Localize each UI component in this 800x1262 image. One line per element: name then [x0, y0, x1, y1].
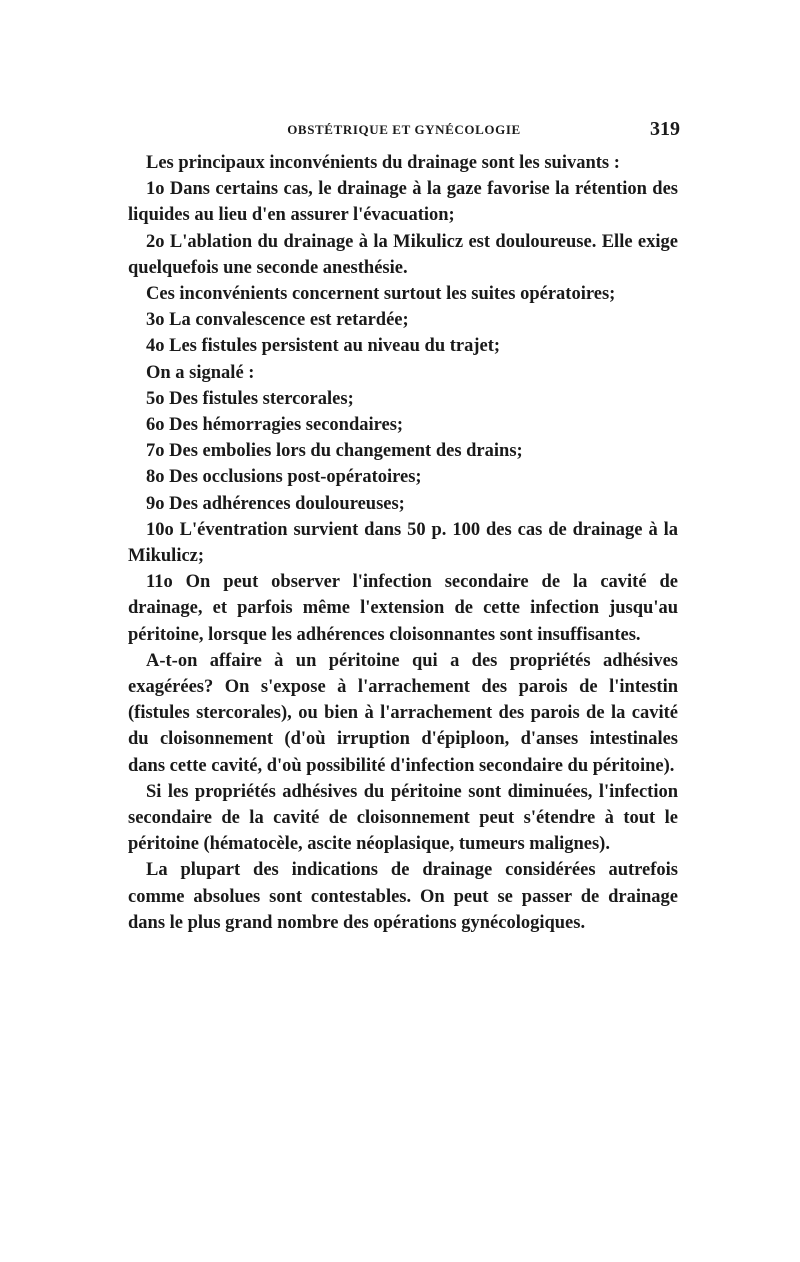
body-text	[128, 150, 678, 936]
paragraph: 3o La convalescence est retardée;	[146, 310, 409, 331]
paragraph: 4o Les fistules persistent au niveau du trajet;	[146, 336, 501, 357]
paragraph: Si les propriétés adhésives du péritoine sont diminuées, l'infection secondaire de la cavité de cloisonnement peut s'étendre à tout le péritoine (hématocèle, ascite néoplasique, tumeurs malignes).	[128, 781, 678, 855]
paragraph: 5o Des fistules stercorales;	[146, 388, 354, 409]
paragraph: 10o L'éventration survient dans 50 p. 100 des cas de drainage à la Mikulicz;	[128, 519, 678, 567]
paragraph: A-t-on affaire à un péritoine qui a des propriétés adhésives exagérées? On s'expose à l'arrachement des parois de l'intestin (fistules stercorales), ou bien à l'arrachement des parois de la cavité du cloisonnement (d'où irruption d'épiploon, d'anses intestinales dans cette cavité, d'où possibilité d'infection secondaire du péritoine).	[128, 650, 678, 776]
paragraph: 6o Des hémorragies secondaires;	[146, 415, 404, 436]
paragraph: 1o Dans certains cas, le drainage à la gaze favorise la rétention des liquides au lieu d'en assurer l'évacuation;	[128, 179, 678, 226]
paragraph: 2o L'ablation du drainage à la Mikulicz est douloureuse. Elle exige quelquefois une seconde anesthésie.	[128, 231, 678, 278]
paragraph: 9o Des adhérences douloureuses;	[146, 493, 405, 514]
page-number: 319	[650, 118, 680, 140]
paragraph: La plupart des indications de drainage considérées autrefois comme absolues sont contestables. On peut se passer de drainage dans le plus grand nombre des opérations gynécologiques.	[128, 860, 678, 933]
paragraph: 7o Des embolies lors du changement des drains;	[146, 441, 523, 462]
running-title: OBSTÉTRIQUE ET GYNÉCOLOGIE	[287, 122, 521, 137]
paragraph: 8o Des occlusions post-opératoires;	[146, 467, 422, 488]
paragraph: On a signalé :	[146, 362, 255, 383]
paragraph: Ces inconvénients concernent surtout les suites opératoires;	[146, 284, 616, 305]
paragraph: 11o On peut observer l'infection secondaire de la cavité de drainage, et parfois même l'extension de cette infection jusqu'au péritoine, lorsque les adhérences cloisonnantes sont insuffisantes.	[128, 572, 678, 645]
paragraph: Les principaux inconvénients du drainage sont les suivants :	[146, 153, 620, 173]
page-header	[128, 118, 680, 144]
